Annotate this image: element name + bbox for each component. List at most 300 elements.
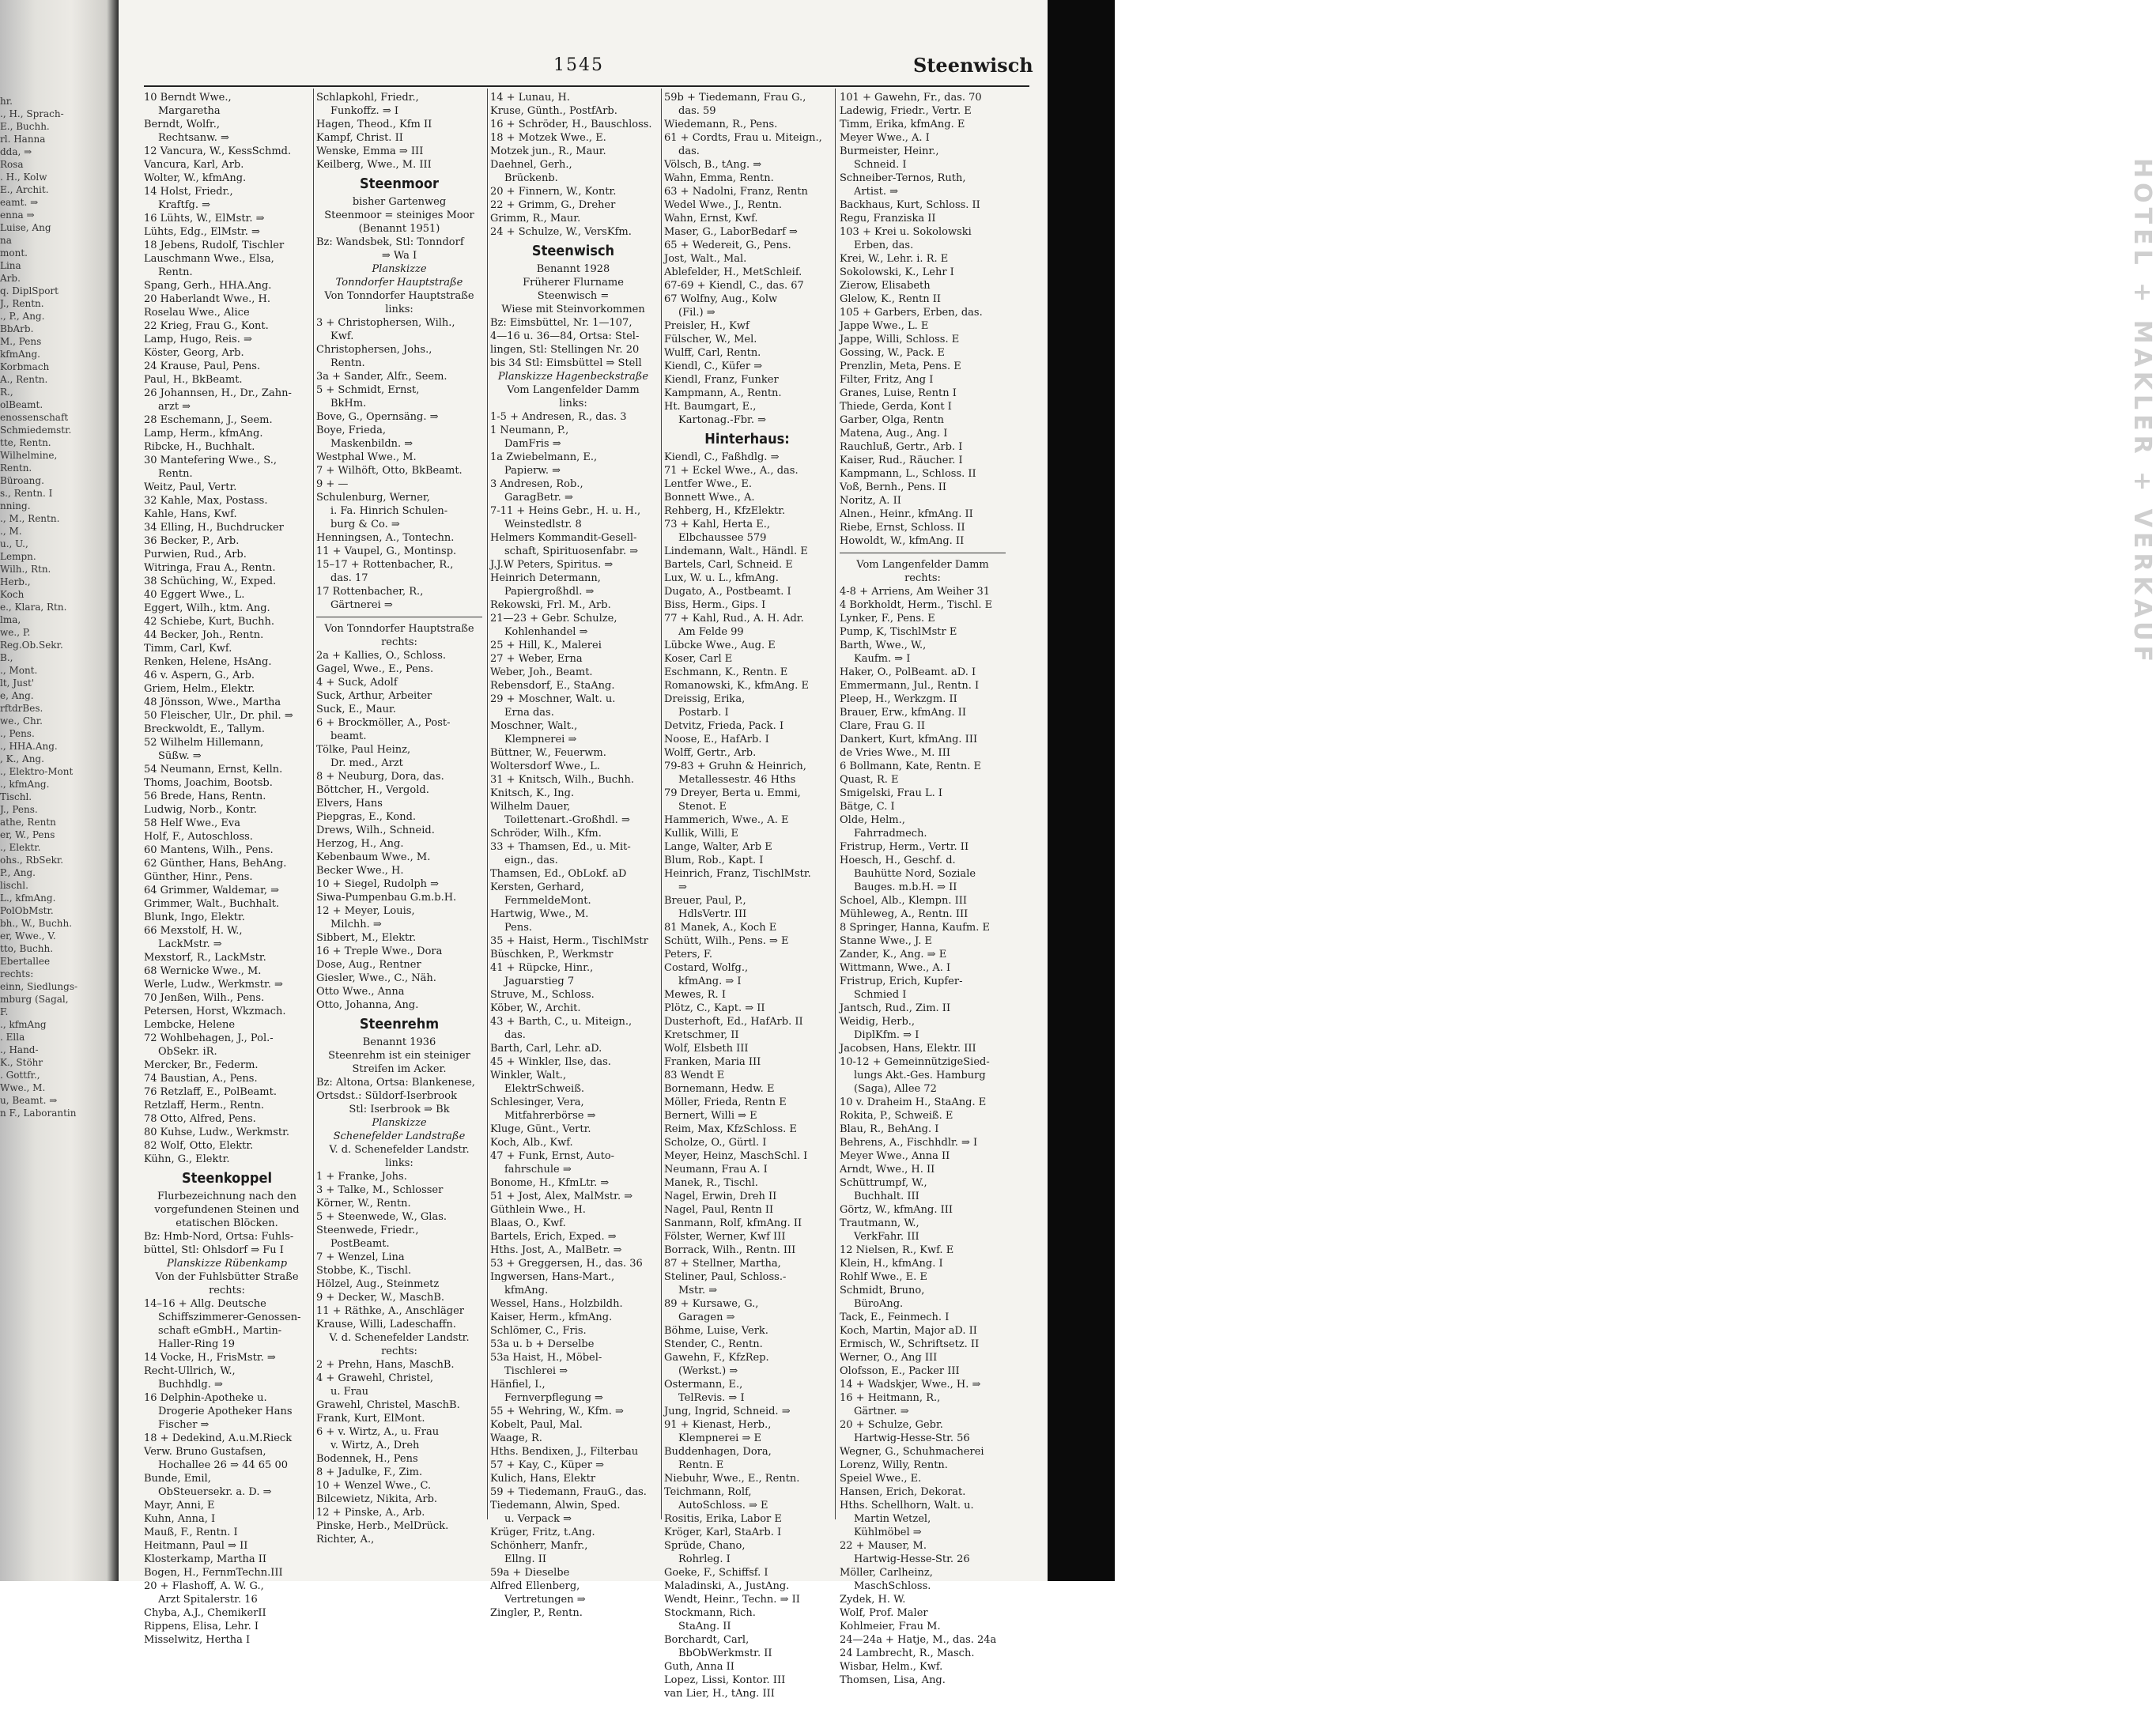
prev-page-line: Büroang. xyxy=(0,475,44,486)
entry-continuation: ⇒ xyxy=(678,881,687,893)
house-number-entry: 59b + Tiedemann, Frau G., xyxy=(664,92,806,104)
directory-entry: Smigelski, Frau L. I xyxy=(840,787,943,799)
directory-entry: Ht. Baumgart, E., xyxy=(664,401,757,413)
directory-entry: Daehnel, Gerh., xyxy=(490,159,572,171)
directory-entry: Hagen, Theod., Kfm II xyxy=(316,119,432,130)
house-number-entry: 36 Becker, P., Arb. xyxy=(144,535,240,547)
column-divider xyxy=(835,89,836,1519)
house-number-entry: 40 Eggert Wwe., L. xyxy=(144,589,245,601)
street-heading: Hinterhaus: xyxy=(704,431,790,447)
directory-entry: Blunk, Ingo, Elektr. xyxy=(144,911,245,923)
column-4 xyxy=(664,91,830,1700)
entry-continuation: Dr. med., Arzt xyxy=(330,757,403,769)
prev-page-line: Schmiedemstr. xyxy=(0,425,72,436)
house-number-entry: 87 + Stellner, Martha, xyxy=(664,1258,781,1270)
directory-entry: Rekowski, Frl. M., Arb. xyxy=(490,599,611,611)
directory-entry: Koch, Alb., Kwf. xyxy=(490,1137,573,1149)
house-number-entry: 32 Kahle, Max, Postass. xyxy=(144,495,268,507)
directory-entry: Schüttrumpf, W., xyxy=(840,1177,927,1189)
directory-entry: Emmermann, Jul., Rentn. I xyxy=(840,680,980,692)
entry-continuation: MaschSchloss. xyxy=(854,1580,931,1592)
entry-continuation: BüroAng. xyxy=(854,1298,904,1310)
house-number-entry: 1 + Franke, Johs. xyxy=(316,1171,407,1183)
house-number-entry: 76 Retzlaff, E., PolBeamt. xyxy=(144,1086,277,1098)
directory-entry: Blum, Rob., Kapt. I xyxy=(664,855,764,866)
directory-entry: Mauß, F., Rentn. I xyxy=(144,1527,238,1538)
directory-entry: Boye, Frieda, xyxy=(316,425,386,436)
directory-entry: Maladinski, A., JustAng. xyxy=(664,1580,790,1592)
directory-entry: Maser, G., LaborBedarf ⇒ xyxy=(664,226,798,238)
directory-entry: Brauer, Erw., kfmAng. II xyxy=(840,707,966,719)
directory-entry: Hths. Schellhorn, Walt. u. xyxy=(840,1500,974,1512)
entry-continuation: Rentn. E xyxy=(678,1459,724,1471)
prev-page-line: L., kfmAng. xyxy=(0,893,56,904)
entry-continuation: eign., das. xyxy=(504,855,558,866)
directory-entry: Wahn, Emma, Rentn. xyxy=(664,172,774,184)
directory-entry: Alnen., Heinr., kfmAng. II xyxy=(840,508,973,520)
directory-entry: Kersten, Gerhard, xyxy=(490,881,584,893)
directory-entry: Klein, H., kfmAng. I xyxy=(840,1258,943,1270)
directory-entry: Otto, Johanna, Ang. xyxy=(316,999,419,1011)
house-number-entry: 10 v. Draheim H., StaAng. E xyxy=(840,1096,987,1108)
entry-continuation: Süßw. ⇒ xyxy=(158,750,202,762)
directory-entry: Elvers, Hans xyxy=(316,798,383,810)
house-number-entry: 18 + Motzek Wwe., E. xyxy=(490,132,606,144)
directory-entry: Schönherr, Manfr., xyxy=(490,1540,588,1552)
directory-entry: Wolf, Prof. Maler xyxy=(840,1607,928,1619)
directory-entry: Blaas, O., Kwf. xyxy=(490,1217,566,1229)
entry-continuation: Fischer ⇒ xyxy=(158,1419,210,1431)
directory-entry: Bunde, Emil, xyxy=(144,1473,211,1485)
directory-entry: Steliner, Paul, Schloss.- xyxy=(664,1271,787,1283)
directory-entry: Jappe, Willi, Schloss. E xyxy=(840,334,960,345)
directory-entry: Drews, Wilh., Schneid. xyxy=(316,825,435,836)
directory-entry: Franken, Maria III xyxy=(664,1056,761,1068)
directory-entry: Ladewig, Friedr., Vertr. E xyxy=(840,105,972,117)
prev-page-line: ., Hand- xyxy=(0,1044,39,1055)
prev-page-line: Wilh., Rtn. xyxy=(0,564,51,575)
street-note: Früherer Flurname xyxy=(523,277,624,289)
directory-entry: Sprüde, Chano, xyxy=(664,1540,746,1552)
house-number-entry: 59 + Tiedemann, FrauG., das. xyxy=(490,1486,647,1498)
directory-entry: Kiendl, C., Küfer ⇒ xyxy=(664,360,763,372)
street-note: etatischen Blöcken. xyxy=(176,1217,278,1229)
house-number-entry: 10 + Siegel, Rudolph ⇒ xyxy=(316,878,440,890)
directory-entry: Lindemann, Walt., Händl. E xyxy=(664,545,808,557)
directory-entry: Knitsch, K., Ing. xyxy=(490,787,575,799)
directory-entry: Siwa-Pumpenbau G.m.b.H. xyxy=(316,892,457,904)
prev-page-line: er, Wwe., V. xyxy=(0,930,56,942)
house-number-entry: 18 Jebens, Rudolf, Tischler xyxy=(144,240,285,251)
prev-page-line: nning. xyxy=(0,500,31,511)
street-note: Wiese mit Steinvorkommen xyxy=(501,304,645,315)
house-number-entry: 14 + Lunau, H. xyxy=(490,92,570,104)
directory-entry: Grawehl, Christel, MaschB. xyxy=(316,1399,460,1411)
prev-page-line: s., Rentn. I xyxy=(0,488,53,499)
directory-entry: Nagel, Paul, Rentn II xyxy=(664,1204,774,1216)
prev-page-line: kfmAng. xyxy=(0,349,40,360)
directory-entry: Dugato, A., Postbeamt. I xyxy=(664,586,791,598)
house-number-entry: 20 + Schulze, Gebr. xyxy=(840,1419,943,1431)
directory-entry: Wittmann, Wwe., A. I xyxy=(840,962,951,974)
house-number-entry: 9 + Decker, W., MaschB. xyxy=(316,1292,445,1304)
directory-entry: Klosterkamp, Martha II xyxy=(144,1553,267,1565)
house-number-entry: 25 + Hill, K., Malerei xyxy=(490,640,602,651)
prev-page-line: J., Pens. xyxy=(0,804,38,815)
house-number-entry: 70 Jenßen, Wilh., Pens. xyxy=(144,992,265,1004)
directory-entry: Hths. Bendixen, J., Filterbau xyxy=(490,1446,639,1458)
street-note: Vom Langenfelder Damm xyxy=(856,559,989,571)
directory-entry: Wessel, Hans., Holzbildh. xyxy=(490,1298,623,1310)
directory-entry: Köster, Georg, Arb. xyxy=(144,347,244,359)
house-number-entry: 3 + Christophersen, Wilh., xyxy=(316,317,455,329)
entry-continuation: Rohrleg. I xyxy=(678,1553,731,1565)
entry-continuation: kfmAng. xyxy=(504,1285,549,1296)
directory-entry: Riebe, Ernst, Schloss. II xyxy=(840,522,965,534)
prev-page-line: mburg (Sagal, xyxy=(0,994,69,1005)
directory-entry: Preisler, H., Kwf xyxy=(664,320,750,332)
prev-page-line: athe, Rentn xyxy=(0,817,56,828)
directory-entry: Hartwig, Wwe., M. xyxy=(490,908,589,920)
directory-entry: Bodennek, H., Pens xyxy=(316,1453,418,1465)
house-number-entry: 30 Mantefering Wwe., S., xyxy=(144,455,278,466)
directory-entry: J.J.W Peters, Spiritus. ⇒ xyxy=(490,559,614,571)
directory-entry: Meyer Wwe., Anna II xyxy=(840,1150,950,1162)
house-number-entry: 14 Vocke, H., FrisMstr. ⇒ xyxy=(144,1352,276,1364)
street-note: Steenmoor = steiniges Moor xyxy=(324,209,474,221)
house-number-entry: 83 Wendt E xyxy=(664,1070,725,1081)
entry-continuation: Martin Wetzel, xyxy=(854,1513,931,1525)
plan-reference: Planskizze Hagenbeckstraße xyxy=(497,371,649,383)
entry-continuation: Gärtner. ⇒ xyxy=(854,1406,909,1417)
directory-entry: Kobelt, Paul, Mal. xyxy=(490,1419,583,1431)
directory-entry: Schütt, Wilh., Pens. ⇒ E xyxy=(664,935,789,947)
column-divider xyxy=(661,89,662,1519)
directory-entry: Timm, Carl, Kwf. xyxy=(144,643,232,655)
prev-page-line: Arb. xyxy=(0,273,21,284)
house-number-entry: 20 + Finnern, W., Kontr. xyxy=(490,186,617,198)
entry-continuation: Stenot. E xyxy=(678,801,727,813)
house-number-entry: 26 Johannsen, H., Dr., Zahn- xyxy=(144,387,292,399)
street-note: Benannt 1928 xyxy=(536,263,610,275)
plan-reference: Planskizze xyxy=(372,263,427,275)
street-note: V. d. Schenefelder Landstr. xyxy=(329,1332,470,1344)
directory-entry: Bonome, H., KfmLtr. ⇒ xyxy=(490,1177,610,1189)
directory-entry: Pump, K, TischlMstr E xyxy=(840,626,957,638)
house-number-entry: 4-8 + Arriens, Am Weiher 31 xyxy=(840,586,991,598)
directory-entry: Lorenz, Willy, Rentn. xyxy=(840,1459,948,1471)
directory-entry: Bz: Eimsbüttel, Nr. 1—107, xyxy=(490,317,632,329)
house-number-entry: 2 + Prehn, Hans, MaschB. xyxy=(316,1359,455,1371)
entry-continuation: Schmied I xyxy=(854,989,907,1001)
house-number-entry: 8 + Neuburg, Dora, das. xyxy=(316,771,444,783)
street-note: ⇒ Wa I xyxy=(381,250,417,262)
directory-entry: Rippens, Elisa, Lehr. I xyxy=(144,1621,259,1632)
house-number-entry: 81 Manek, A., Koch E xyxy=(664,922,777,934)
entry-continuation: Toilettenart.-Großhdl. ⇒ xyxy=(504,814,630,826)
house-number-entry: 64 Grimmer, Waldemar, ⇒ xyxy=(144,885,280,896)
directory-entry: Jantsch, Rud., Zim. II xyxy=(840,1002,951,1014)
directory-entry: Heitmann, Paul ⇒ II xyxy=(144,1540,248,1552)
entry-continuation: burg & Co. ⇒ xyxy=(330,519,400,530)
directory-entry: Hölzel, Aug., Steinmetz xyxy=(316,1278,440,1290)
prev-page-line: ., Elektr. xyxy=(0,842,41,853)
entry-continuation: Kühlmöbel ⇒ xyxy=(854,1527,922,1538)
directory-entry: Thiede, Gerda, Kont I xyxy=(840,401,952,413)
directory-entry: Werle, Ludw., Werkmstr. ⇒ xyxy=(144,979,283,991)
directory-entry: Gagel, Wwe., E., Pens. xyxy=(316,663,434,675)
directory-entry: Ludwig, Norb., Kontr. xyxy=(144,804,258,816)
edge-text: HOTEL + MAKLER + VERKAUF xyxy=(2128,158,2156,666)
directory-entry: Koser, Carl E xyxy=(664,653,733,665)
prev-page-line: Luise, Ang xyxy=(0,222,51,233)
directory-entry: Zierow, Elisabeth xyxy=(840,280,931,292)
street-note: V. d. Schenefelder Landstr. xyxy=(329,1144,470,1156)
house-number-entry: 46 v. Aspern, G., Arb. xyxy=(144,670,255,681)
directory-entry: Hammerich, Wwe., A. E xyxy=(664,814,789,826)
directory-entry: Breckwoldt, E., Tallym. xyxy=(144,723,265,735)
directory-entry: Zingler, P., Rentn. xyxy=(490,1607,583,1619)
house-number-entry: 34 Elling, H., Buchdrucker xyxy=(144,522,284,534)
prev-page-line: Koch xyxy=(0,589,25,600)
house-number-entry: 53a u. b + Derselbe xyxy=(490,1338,595,1350)
directory-entry: Noose, E., HafArb. I xyxy=(664,734,769,745)
directory-entry: Clare, Frau G. II xyxy=(840,720,925,732)
entry-continuation: v. Wirtz, A., Dreh xyxy=(330,1440,420,1451)
entry-continuation: Kaufm. ⇒ I xyxy=(854,653,911,665)
directory-entry: Howoldt, W., kfmAng. II xyxy=(840,535,965,547)
prev-page-line: ., Mont. xyxy=(0,665,38,676)
entry-continuation: Tischlerei ⇒ xyxy=(504,1365,568,1377)
entry-continuation: Pens. xyxy=(504,922,533,934)
directory-entry: Wedel Wwe., J., Rentn. xyxy=(664,199,783,211)
house-number-entry: 89 + Kursawe, G., xyxy=(664,1298,759,1310)
directory-entry: Chyba, A.J., ChemikerII xyxy=(144,1607,266,1619)
house-number-entry: 16 + Treple Wwe., Dora xyxy=(316,945,443,957)
prev-page-line: BbArb. xyxy=(0,323,34,334)
house-number-entry: 62 Günther, Hans, BehAng. xyxy=(144,858,287,870)
directory-entry: Schneiber-Ternos, Ruth, xyxy=(840,172,966,184)
house-number-entry: 53 + Greggersen, H., das. 36 xyxy=(490,1258,643,1270)
prev-page-line: ., M. xyxy=(0,526,22,537)
directory-entry: Manek, R., Tischl. xyxy=(664,1177,758,1189)
entry-continuation: StaAng. II xyxy=(678,1621,731,1632)
prev-page-line: ., kfmAng xyxy=(0,1019,47,1030)
street-note: Steenwisch = xyxy=(537,290,610,302)
directory-entry: de Vries Wwe., M. III xyxy=(840,747,950,759)
entry-continuation: ObSteuersekr. a. D. ⇒ xyxy=(158,1486,272,1498)
prev-page-line: u., U., xyxy=(0,538,28,549)
directory-entry: Kaiser, Herm., kfmAng. xyxy=(490,1312,613,1323)
directory-entry: Renken, Helene, HsAng. xyxy=(144,656,272,668)
entry-continuation: Papiergroßhdl. ⇒ xyxy=(504,586,595,598)
entry-continuation: Fernverpflegung ⇒ xyxy=(504,1392,603,1404)
directory-entry: Krüger, Fritz, t.Ang. xyxy=(490,1527,595,1538)
directory-entry: Christophersen, Johs., xyxy=(316,344,432,356)
prev-page-line: bh., W., Buchh. xyxy=(0,918,73,929)
house-number-entry: 56 Brede, Hans, Rentn. xyxy=(144,791,266,802)
directory-entry: Büttner, W., Feuerwm. xyxy=(490,747,606,759)
directory-entry: van Lier, H., tAng. III xyxy=(664,1688,775,1700)
prev-page-line: . Gottfr., xyxy=(0,1070,40,1081)
directory-entry: Olde, Helm., xyxy=(840,814,905,826)
directory-entry: Wahn, Ernst, Kwf. xyxy=(664,213,758,225)
directory-entry: Grimm, R., Maur. xyxy=(490,213,581,225)
directory-entry: Weidig, Herb., xyxy=(840,1016,916,1028)
entry-continuation: beamt. xyxy=(330,730,367,742)
prev-page-line: enossenschaft xyxy=(0,412,69,423)
entry-continuation: DiplKfm. ⇒ I xyxy=(854,1029,919,1041)
entry-continuation: Bauges. m.b.H. ⇒ II xyxy=(854,881,957,893)
directory-entry: Kebenbaum Wwe., M. xyxy=(316,851,431,863)
directory-entry: Giesler, Wwe., C., Näh. xyxy=(316,972,436,984)
directory-entry: Stobbe, K., Tischl. xyxy=(316,1265,412,1277)
entry-continuation: Rentn. xyxy=(158,266,193,278)
directory-entry: Barth, Carl, Lehr. aD. xyxy=(490,1043,602,1055)
prev-page-line: ., P., Ang. xyxy=(0,311,45,322)
directory-entry: Hths. Jost, A., MalBetr. ⇒ xyxy=(490,1244,622,1256)
house-number-entry: 16 Lühts, W., ElMstr. ⇒ xyxy=(144,213,265,225)
directory-entry: Lux, W. u. L., kfmAng. xyxy=(664,572,779,584)
entry-continuation: Elbchaussee 579 xyxy=(678,532,767,544)
house-number-entry: 4 Borkholdt, Herm., Tischl. E xyxy=(840,599,993,611)
directory-entry: Barth, Wwe., W., xyxy=(840,640,927,651)
entry-continuation: Postarb. I xyxy=(678,707,729,719)
entry-continuation: ObSekr. iR. xyxy=(158,1046,217,1058)
directory-entry: Spang, Gerh., HHA.Ang. xyxy=(144,280,272,292)
directory-entry: Rokita, P., Schweiß. E xyxy=(840,1110,953,1122)
prev-page-line: ohs., RbSekr. xyxy=(0,855,64,866)
directory-entry: Blau, R., BehAng. I xyxy=(840,1123,939,1135)
street-note: Vom Langenfelder Damm xyxy=(507,384,640,396)
entry-continuation: Artist. ⇒ xyxy=(854,186,899,198)
directory-entry: Hänfiel, I., xyxy=(490,1379,546,1391)
entry-continuation: Margaretha xyxy=(158,105,221,117)
directory-entry: Scholze, O., Gürtl. I xyxy=(664,1137,767,1149)
house-number-entry: 12 + Pinske, A., Arb. xyxy=(316,1507,425,1519)
directory-entry: Dusterhoft, Ed., HafArb. II xyxy=(664,1016,803,1028)
prev-page-line: we., Chr. xyxy=(0,715,43,727)
directory-entry: Woltersdorf Wwe., L. xyxy=(490,760,600,772)
house-number-entry: 42 Schiebe, Kurt, Buchh. xyxy=(144,616,274,628)
prev-page-line: Herb., xyxy=(0,576,31,587)
entry-continuation: arzt ⇒ xyxy=(158,401,191,413)
entry-continuation: Rentn. xyxy=(330,357,365,369)
prev-page-line: . H., Kolw xyxy=(0,172,47,183)
house-number-entry: 66 Mexstolf, H. W., xyxy=(144,925,243,937)
house-number-entry: 4 + Suck, Adolf xyxy=(316,677,398,689)
directory-entry: Ablefelder, H., MetSchleif. xyxy=(664,266,802,278)
prev-page-line: olBeamt. xyxy=(0,399,43,410)
directory-entry: Prenzlin, Meta, Pens. E xyxy=(840,360,961,372)
directory-entry: Nagel, Erwin, Dreh II xyxy=(664,1191,777,1202)
house-number-entry: 103 + Krei u. Sokolowski xyxy=(840,226,972,238)
column-1 xyxy=(144,91,310,1646)
prev-page-line: na xyxy=(0,235,12,246)
house-number-entry: 38 Schüching, W., Exped. xyxy=(144,576,277,587)
prev-page-line: B., xyxy=(0,652,13,663)
house-number-entry: 12 Vancura, W., KessSchmd. xyxy=(144,145,292,157)
entry-continuation: Hartwig-Hesse-Str. 56 xyxy=(854,1432,970,1444)
directory-entry: Ingwersen, Hans-Mart., xyxy=(490,1271,615,1283)
directory-entry: Kampmann, L., Schloss. II xyxy=(840,468,976,480)
prev-page-line: ., HHA.Ang. xyxy=(0,741,58,752)
entry-continuation: Schiffszimmerer-Genossen- xyxy=(158,1312,301,1323)
house-number-entry: 47 + Funk, Ernst, Auto- xyxy=(490,1150,615,1162)
directory-entry: Peters, F. xyxy=(664,949,713,961)
house-number-entry: 3 + Talke, M., Schlosser xyxy=(316,1184,444,1196)
house-number-entry: 14 Holst, Friedr., xyxy=(144,186,233,198)
directory-entry: Stockmann, Rich. xyxy=(664,1607,756,1619)
directory-entry: Kruse, Günth., PostfArb. xyxy=(490,105,617,117)
directory-entry: Rohlf Wwe., E. E xyxy=(840,1271,927,1283)
entry-continuation: Hochallee 26 ⇒ 44 65 00 xyxy=(158,1459,288,1471)
entry-continuation: Rentn. xyxy=(158,468,193,480)
directory-entry: Holf, F., Autoschloss. xyxy=(144,831,253,843)
directory-entry: Zander, K., Ang. ⇒ E xyxy=(840,949,947,961)
entry-continuation: GaragBetr. ⇒ xyxy=(504,492,573,504)
prev-page-line: ., H., Sprach- xyxy=(0,108,64,119)
directory-entry: Moschner, Walt., xyxy=(490,720,578,732)
house-number-entry: 58 Helf Wwe., Eva xyxy=(144,817,240,829)
directory-entry: Lamp, Hugo, Reis. ⇒ xyxy=(144,334,252,345)
entry-continuation: LackMstr. ⇒ xyxy=(158,938,222,950)
directory-entry: Filter, Fritz, Ang I xyxy=(840,374,934,386)
prev-page-line: rechts: xyxy=(0,968,34,979)
house-number-entry: 79-83 + Gruhn & Heinrich, xyxy=(664,760,806,772)
house-number-entry: 91 + Kienast, Herb., xyxy=(664,1419,772,1431)
directory-entry: Keilberg, Wwe., M. III xyxy=(316,159,432,171)
entry-continuation: Mitfahrerbörse ⇒ xyxy=(504,1110,596,1122)
house-number-entry: 3a + Sander, Alfr., Seem. xyxy=(316,371,447,383)
entry-continuation: Funkoffz. ⇒ I xyxy=(330,105,398,117)
directory-entry: Mühleweg, A., Rentn. III xyxy=(840,908,969,920)
directory-entry: Kuhn, Anna, I xyxy=(144,1513,216,1525)
directory-entry: Waage, R. xyxy=(490,1432,542,1444)
directory-entry: Kampf, Christ. II xyxy=(316,132,403,144)
directory-entry: Büschken, P., Werkmstr xyxy=(490,949,614,961)
directory-entry: Speiel Wwe., E. xyxy=(840,1473,922,1485)
directory-entry: Zydek, H. W. xyxy=(840,1594,906,1606)
directory-entry: Schmidt, Bruno, xyxy=(840,1285,925,1296)
directory-entry: Vancura, Karl, Arb. xyxy=(144,159,244,171)
entry-continuation: TelRevis. ⇒ I xyxy=(678,1392,745,1404)
directory-entry: Kiendl, Franz, Funker xyxy=(664,374,779,386)
entry-continuation: Vertretungen ⇒ xyxy=(504,1594,586,1606)
directory-entry: Wegner, G., Schuhmacherei xyxy=(840,1446,984,1458)
entry-continuation: Maskenbildn. ⇒ xyxy=(330,438,413,450)
house-number-entry: 28 Eschemann, J., Seem. xyxy=(144,414,273,426)
entry-continuation: Klempnerei ⇒ E xyxy=(678,1432,761,1444)
directory-entry: Rositis, Erika, Labor E xyxy=(664,1513,782,1525)
directory-entry: Plötz, C., Kapt. ⇒ II xyxy=(664,1002,765,1014)
directory-entry: Arndt, Wwe., H. II xyxy=(840,1164,935,1176)
street-note: rechts: xyxy=(209,1285,245,1296)
directory-entry: Jappe Wwe., L. E xyxy=(840,320,929,332)
prev-page-line: we., P. xyxy=(0,627,31,638)
house-number-entry: 41 + Rüpcke, Hinr., xyxy=(490,962,594,974)
directory-entry: Jacobsen, Hans, Elektr. III xyxy=(840,1043,976,1055)
directory-entry: Lopez, Lissi, Kontor. III xyxy=(664,1674,786,1686)
house-number-entry: 1-5 + Andresen, R., das. 3 xyxy=(490,411,627,423)
entry-continuation: PostBeamt. xyxy=(330,1238,390,1250)
prev-page-line: ., kfmAng. xyxy=(0,779,50,790)
prev-page-line: Lempn. xyxy=(0,551,36,562)
directory-entry: Weitz, Paul, Vertr. xyxy=(144,481,237,493)
directory-entry: Lembcke, Helene xyxy=(144,1019,236,1031)
street-note: rechts: xyxy=(381,1345,417,1357)
house-number-entry: 7-11 + Heins Gebr., H. u. H., xyxy=(490,505,641,517)
